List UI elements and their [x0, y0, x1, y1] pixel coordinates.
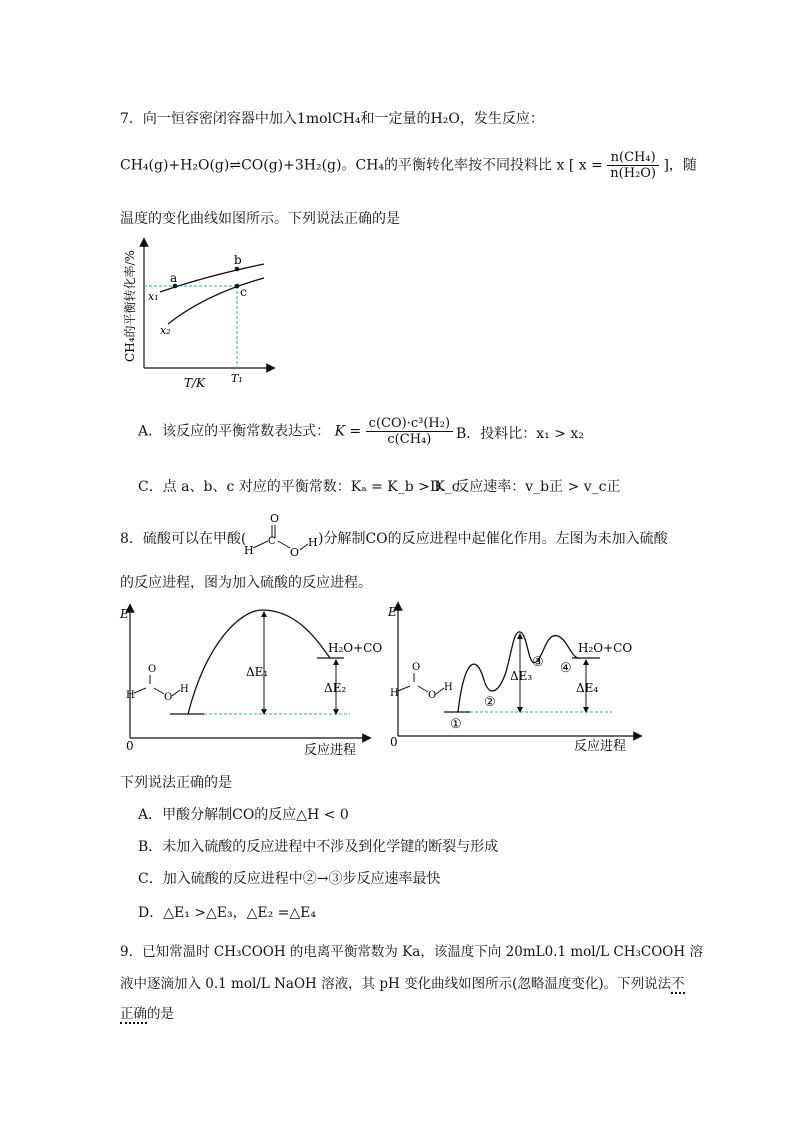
q7-ratio-numerator: n(CH₄) — [607, 150, 659, 166]
q7-stem-line1 — [120, 108, 544, 128]
q8-left-origin: 0 — [126, 739, 134, 753]
q7-point-b — [235, 267, 240, 272]
q8-right-step2: ② — [484, 695, 496, 710]
q9-line1: 9．已知常温时 CH₃COOH 的电离平衡常数为 Ka，该温度下向 20mL0.1 mol/L CH₃COOH 溶 — [120, 944, 703, 960]
q7-label-x1: x₁ — [148, 290, 159, 303]
q8-right-step3: ③ — [532, 655, 544, 670]
q7-reaction: CH₄(g)+H₂O(g)⇌CO(g)+3H₂(g) — [120, 157, 342, 174]
q8-option-a: A．甲酸分解制CO的反应△H < 0 — [138, 807, 349, 823]
formic-H-right: H — [308, 536, 318, 549]
q8-right-step1: ① — [450, 717, 462, 732]
q8-left-x-label: 反应进程 — [304, 743, 357, 758]
q8-left-E-label: E — [120, 607, 129, 621]
q8-left-dE2-label: ΔE₂ — [324, 681, 347, 695]
q8-right-formic-H2: H — [444, 682, 453, 693]
q7-ratio-denominator: n(H₂O) — [610, 166, 657, 181]
q8-right-formic-H: H — [390, 688, 399, 699]
q8-left-product-label: H₂O+CO — [328, 641, 383, 655]
q8-right-E-label: E — [388, 605, 397, 619]
q7-option-a — [138, 416, 453, 447]
q8-left-formic-O: O — [148, 664, 157, 675]
formic-O-top: O — [270, 512, 280, 525]
formic-H-left: H — [244, 544, 254, 557]
q8-stem-line1-end: )分解制CO的反应进程中起催化作用。左图为未加入硫酸 — [318, 531, 668, 547]
q7-point-c — [235, 284, 240, 289]
q7-option-a-fraction — [366, 416, 453, 447]
q8-right-formic-O2: O — [428, 690, 437, 701]
q7-label-c: c — [240, 285, 247, 299]
q7-option-a-label: A．该反应的平衡常数表达式： — [138, 423, 331, 440]
q7-option-c: C．点 a、b、c 对应的平衡常数：Kₐ = K_b > K_c — [138, 479, 460, 495]
q7-ratio-suffix: ]，随 — [663, 157, 697, 174]
q7-tick-T1: T₁ — [231, 372, 243, 385]
q7-option-b: B．投料比：x₁ > x₂ — [456, 426, 584, 442]
q7-label-a: a — [170, 271, 178, 285]
q8-option-d: D．△E₁ >△E₃，△E₂ =△E₄ — [138, 905, 316, 921]
q7-stem-text: 向一恒容密闭容器中加入1molCH₄和一定量的H₂O，发生反应： — [142, 111, 544, 127]
q7-option-a-K: K = — [334, 423, 362, 440]
q7-stem-mid: 。CH₄的平衡转化率按不同投料比 — [341, 157, 553, 174]
q8-right-dE4-label: ΔE₄ — [576, 681, 599, 695]
q7-stem-line2 — [120, 150, 697, 181]
q8-right-step4: ④ — [560, 661, 572, 676]
q8-left-formic-H: H — [126, 690, 135, 701]
q9-line2-text: 液中逐滴加入 0.1 mol/L NaOH 溶液，其 pH 变化曲线如图所示(忽略温度变化)。下列说法 — [120, 976, 672, 992]
q8-prompt: 下列说法正确的是 — [120, 775, 232, 791]
q8-right-energy-diagram — [380, 600, 644, 758]
q9-line2 — [120, 972, 685, 992]
q7-y-label: CH₄的平衡转化率/% — [123, 250, 137, 362]
q8-stem-line2: 的反应进程，图为加入硫酸的反应进程。 — [120, 575, 372, 591]
q8-left-formic-O2: O — [164, 692, 173, 703]
q8-left-dE1-label: ΔE₁ — [246, 665, 269, 679]
formic-acid-structure — [240, 510, 320, 560]
q7-ratio-fraction — [607, 150, 659, 181]
formic-C: C — [268, 536, 276, 547]
q9-line3-end: 的是 — [147, 1006, 174, 1022]
q7-conversion-graph — [116, 236, 276, 391]
q7-label-b: b — [234, 253, 242, 267]
q8-right-x-label: 反应进程 — [574, 739, 627, 754]
q7-ratio-prefix: x [ x = — [556, 157, 603, 174]
formic-O-right: O — [290, 546, 300, 559]
q8-stem-start: 8．硫酸可以在甲酸( — [120, 531, 247, 547]
q9-emphasis-zhengque: 正确 — [120, 1006, 147, 1022]
q9-line3 — [120, 1002, 174, 1022]
q7-option-d: D．反应速率：v_b正 > v_c正 — [430, 479, 621, 495]
q7-label-x2: x₂ — [160, 324, 171, 337]
q8-right-product-label: H₂O+CO — [578, 641, 633, 655]
q8-option-c: C．加入硫酸的反应进程中②→③步反应速率最快 — [138, 871, 441, 887]
q7-x-label: T/K — [184, 376, 206, 390]
q7-number: 7． — [120, 111, 143, 127]
q8-left-formic-H2: H — [180, 684, 189, 695]
q8-left-energy-diagram — [112, 600, 383, 758]
q8-right-dE3-label: ΔE₃ — [510, 669, 533, 683]
q8-stem-line1 — [120, 528, 246, 548]
q8-right-formic-O: O — [412, 662, 421, 673]
q8-left-energy-curve — [188, 610, 330, 714]
q9-emphasis-bu: 不 — [671, 976, 685, 992]
q7-option-a-denominator: c(CH₄) — [387, 432, 432, 447]
q8-right-origin: 0 — [390, 735, 398, 749]
q7-option-a-numerator: c(CO)·c³(H₂) — [366, 416, 453, 432]
q8-option-b: B．未加入硫酸的反应进程中不涉及到化学键的断裂与形成 — [138, 839, 499, 855]
q7-stem-line3: 温度的变化曲线如图所示。下列说法正确的是 — [120, 211, 400, 227]
